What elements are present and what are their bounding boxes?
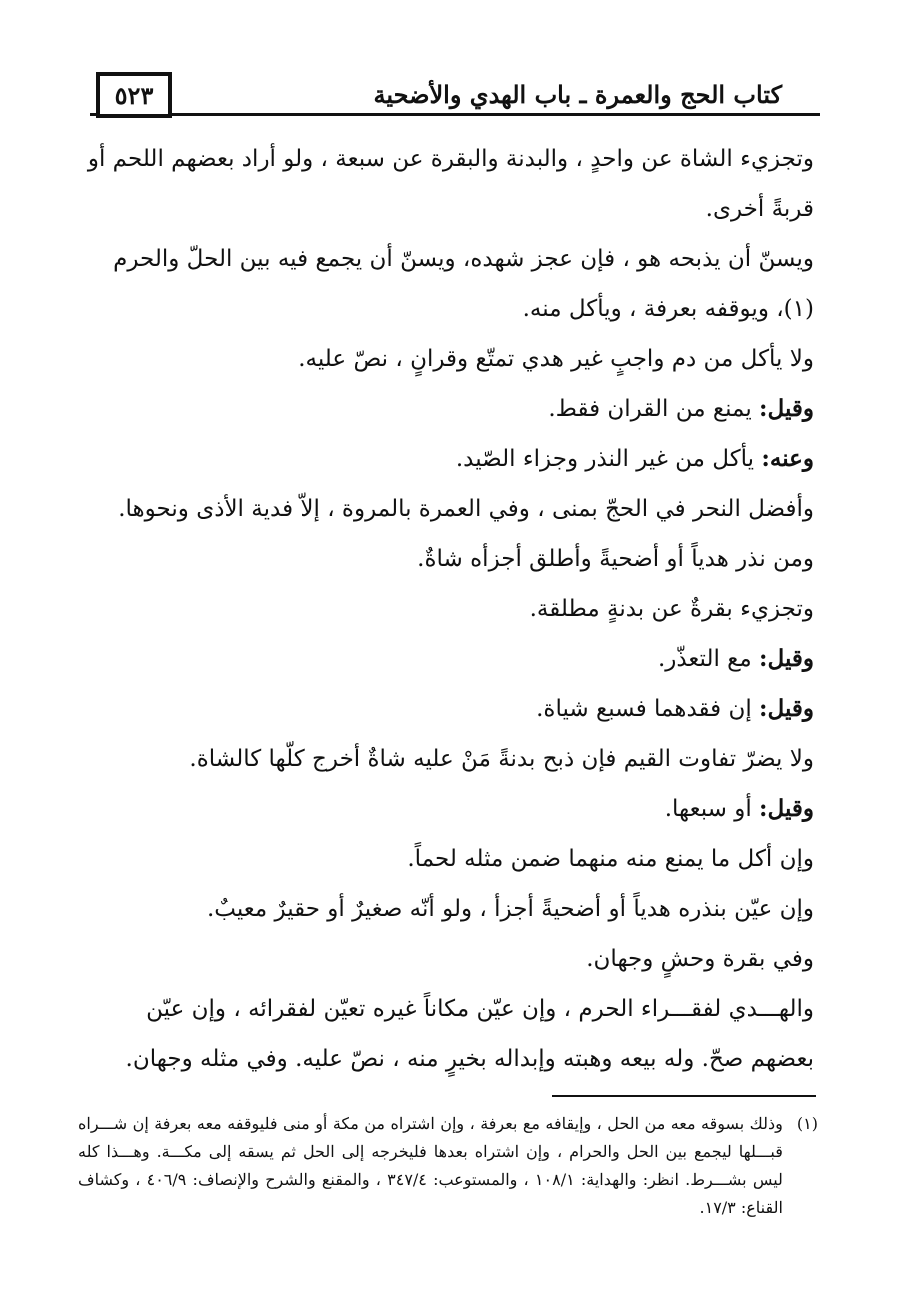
page-header bbox=[90, 72, 820, 122]
paragraph-label: وقيل: bbox=[759, 645, 814, 672]
footnote-marker: (١) bbox=[796, 1114, 818, 1133]
paragraph-text: إن فقدهما فسبع شياة. bbox=[536, 696, 752, 722]
paragraph: وفي بقرة وحشٍ وجهان. bbox=[586, 946, 814, 972]
paragraph: وأفضل النحر في الحجّ بمنى ، وفي العمرة بالمروة ، إلاّ فدية الأذى ونحوها. bbox=[118, 496, 814, 522]
paragraph: ولا يضرّ تفاوت القيم فإن ذبح بدنةً مَنْ عليه شاةٌ أخرج كلّها كالشاة. bbox=[189, 746, 814, 772]
paragraph-label: وقيل: bbox=[759, 795, 814, 822]
paragraph-text: يأكل من غير النذر وجزاء الصّيد. bbox=[455, 446, 755, 472]
page-number: ٥٢٣ bbox=[114, 80, 154, 110]
paragraph-text: يمنع من القران فقط. bbox=[548, 396, 752, 422]
footnote bbox=[78, 1110, 818, 1222]
paragraph: وإن أكل ما يمنع منه منهما ضمن مثله لحماً. bbox=[407, 846, 814, 872]
footnotes bbox=[78, 1110, 818, 1222]
footnote-separator bbox=[552, 1095, 816, 1097]
paragraph: ولا يأكل من دم واجبٍ غير هدي تمتّع وقرانٍ ، نصّ عليه. bbox=[298, 346, 814, 372]
paragraph-label: وقيل: bbox=[759, 695, 814, 722]
paragraph: والهـــدي لفقـــراء الحرم ، وإن عيّن مكاناً غيره تعيّن لفقرائه ، وإن عيّن بعضهم صحّ. وله بيعه وهبته وإبداله بخيرٍ منه ، نصّ عليه. وفي مثله وجهان. bbox=[125, 996, 814, 1072]
paragraph-text: مع التعذّر. bbox=[657, 646, 752, 672]
header-rule bbox=[90, 113, 820, 116]
paragraph-label: وقيل: bbox=[759, 395, 814, 422]
paragraph bbox=[78, 684, 814, 734]
page-number-box bbox=[96, 72, 172, 118]
paragraph bbox=[78, 784, 814, 834]
paragraph bbox=[78, 634, 814, 684]
paragraph: ومن نذر هدياً أو أضحيةً وأطلق أجزأه شاةٌ. bbox=[417, 546, 814, 572]
paragraph: وتجزيء الشاة عن واحدٍ ، والبدنة والبقرة عن سبعة ، ولو أراد بعضهم اللحم أو قربةً أخرى. bbox=[87, 146, 814, 222]
paragraph-text: أو سبعها. bbox=[664, 796, 752, 822]
running-title: كتاب الحج والعمرة ـ باب الهدي والأضحية bbox=[364, 80, 792, 109]
paragraph: وإن عيّن بنذره هدياً أو أضحيةً أجزأ ، ولو أنّه صغيرٌ أو حقيرٌ معيبٌ. bbox=[206, 896, 814, 922]
paragraph-label: وعنه: bbox=[761, 445, 814, 472]
main-text bbox=[78, 134, 814, 1084]
footnote-text: وذلك بسوقه معه من الحل ، وإيقافه مع بعرفة ، وإن اشتراه من مكة أو منى فليوقفه معه بعرفة إن شـــراه قبـــلها ليجمع بين الحل والحرام ، وإن اشتراه بعدها فليخرجه إلى الحل ثم يسقه إلى مكـــة. وهـــذا كله ليس بشـــرط. انظر: والهداية: ١٠٨/١ ، والمستوعب: ٣٤٧/٤ ، والمقنع والشرح والإنصاف: ٤٠٦/٩ ، وكشاف القناع: ١٧/٣. bbox=[78, 1114, 783, 1217]
paragraph: وتجزيء بقرةٌ عن بدنةٍ مطلقة. bbox=[529, 596, 814, 622]
paragraph bbox=[78, 434, 814, 484]
paragraph: ويسنّ أن يذبحه هو ، فإن عجز شهده، ويسنّ أن يجمع فيه بين الحلّ والحرم (١)، ويوقفه بعرفة ، ويأكل منه. bbox=[113, 246, 814, 322]
paragraph bbox=[78, 384, 814, 434]
